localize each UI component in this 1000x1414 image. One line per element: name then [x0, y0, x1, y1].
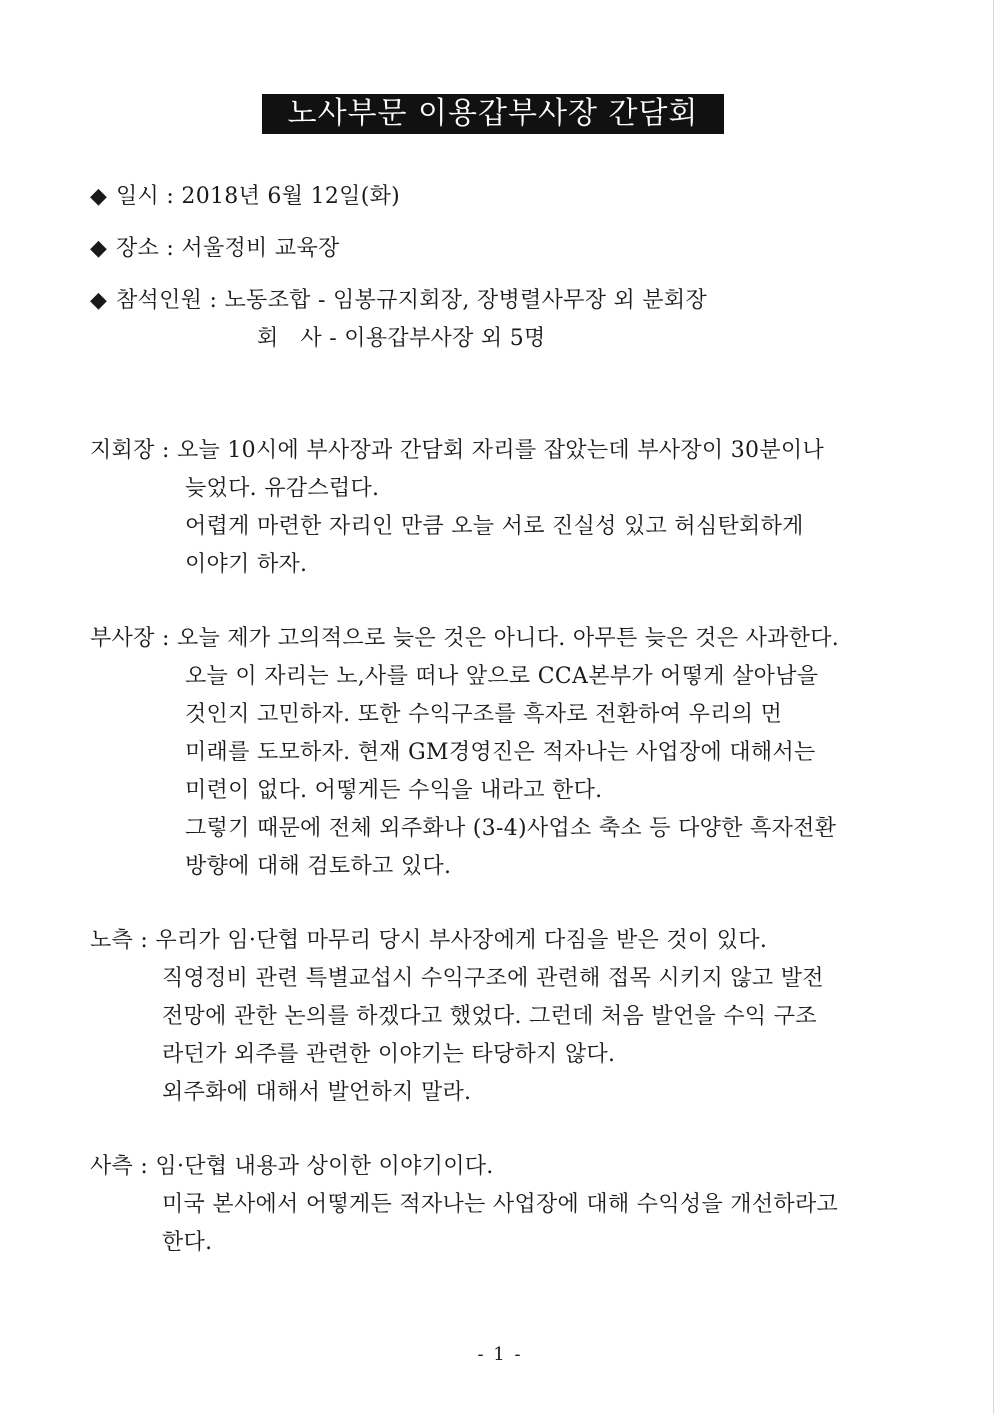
- diamond-bullet-icon: ◆: [90, 184, 108, 209]
- diamond-bullet-icon: ◆: [90, 236, 108, 261]
- diamond-bullet-icon: ◆: [90, 288, 108, 313]
- section-vp-line-3: 것인지 고민하자. 또한 수익구조를 흑자로 전환하여 우리의 먼: [185, 702, 783, 727]
- info-place-line: [90, 234, 340, 264]
- section-union-line-2: 직영정비 관련 특별교섭시 수익구조에 관련해 접목 시키지 않고 발전: [162, 966, 824, 991]
- section-vp-line-7: 방향에 대해 검토하고 있다.: [185, 854, 452, 879]
- document-title: 노사부문 이용갑부사장 간담회: [262, 94, 724, 134]
- section-union-line-1: 노측 : 우리가 임·단협 마무리 당시 부사장에게 다짐을 받은 것이 있다.: [90, 928, 768, 953]
- section-management-line-3: 한다.: [162, 1230, 213, 1255]
- section-vp-line-5: 미련이 없다. 어떻게든 수익을 내라고 한다.: [185, 778, 603, 803]
- section-union-line-5: 외주화에 대해서 발언하지 말라.: [162, 1080, 472, 1105]
- info-date-line: [90, 182, 400, 212]
- section-branch-chief-line-4: 이야기 하자.: [185, 552, 308, 577]
- section-union-line-4: 라던가 외주를 관련한 이야기는 타당하지 않다.: [162, 1042, 616, 1067]
- info-attendees-union: 참석인원 : 노동조합 - 임봉규지회장, 장병렬사무장 외 분회장: [116, 288, 708, 313]
- info-attendees-company: 회 사 - 이용갑부사장 외 5명: [257, 326, 546, 351]
- section-branch-chief-line-2: 늦었다. 유감스럽다.: [185, 476, 380, 501]
- page-edge: [993, 0, 994, 1414]
- section-management-line-2: 미국 본사에서 어떻게든 적자나는 사업장에 대해 수익성을 개선하라고: [162, 1192, 839, 1217]
- page-number: - 1 -: [477, 1344, 523, 1365]
- info-date: 일시 : 2018년 6월 12일(화): [116, 184, 401, 209]
- section-management-line-1: 사측 : 임·단협 내용과 상이한 이야기이다.: [90, 1154, 494, 1179]
- info-place: 장소 : 서울정비 교육장: [116, 236, 340, 261]
- section-vp-line-6: 그렇기 때문에 전체 외주화나 (3-4)사업소 축소 등 다양한 흑자전환: [185, 816, 837, 841]
- section-vp-line-4: 미래를 도모하자. 현재 GM경영진은 적자나는 사업장에 대해서는: [185, 740, 816, 765]
- section-branch-chief-line-1: 지회장 : 오늘 10시에 부사장과 간담회 자리를 잡았는데 부사장이 30분이나: [90, 438, 824, 463]
- section-vp-line-1: 부사장 : 오늘 제가 고의적으로 늦은 것은 아니다. 아무튼 늦은 것은 사과한다.: [90, 626, 840, 651]
- section-branch-chief-line-3: 어렵게 마련한 자리인 만큼 오늘 서로 진실성 있고 허심탄회하게: [185, 514, 804, 539]
- section-union-line-3: 전망에 관한 논의를 하겠다고 했었다. 그런데 처음 발언을 수익 구조: [162, 1004, 817, 1029]
- section-vp-line-2: 오늘 이 자리는 노,사를 떠나 앞으로 CCA본부가 어떻게 살아남을: [185, 664, 819, 689]
- info-attendees-line: [90, 286, 707, 316]
